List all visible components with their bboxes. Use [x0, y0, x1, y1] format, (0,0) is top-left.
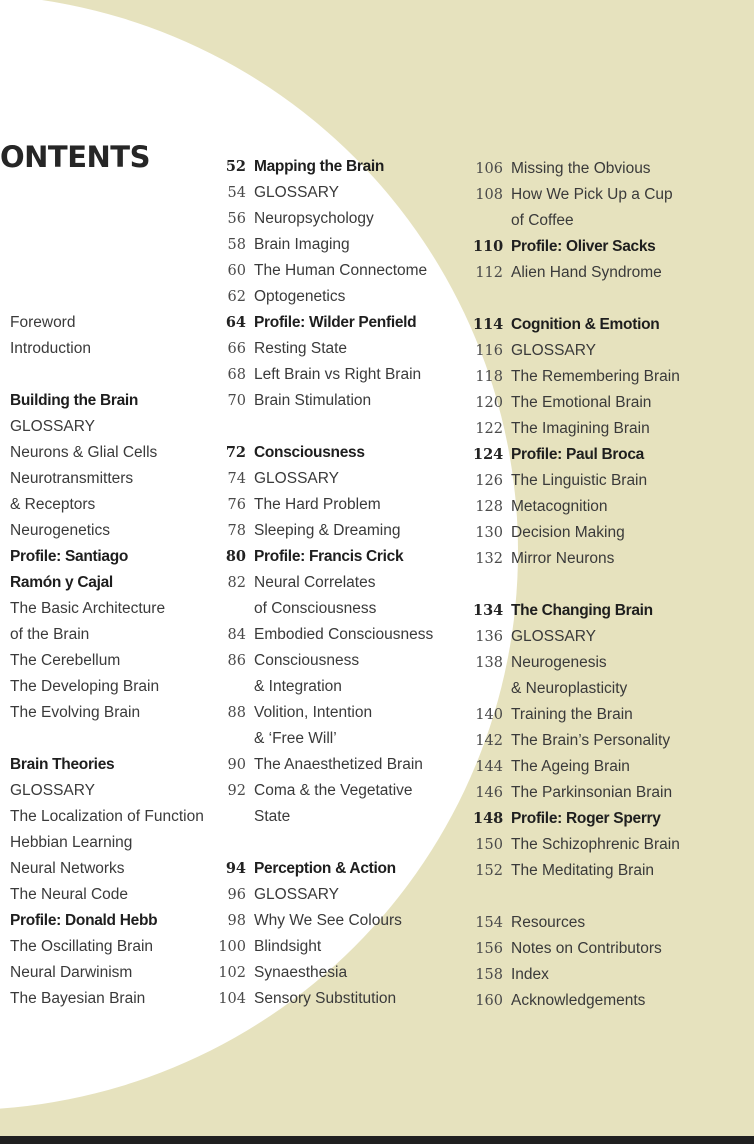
entry-title: The Imagining Brain	[511, 420, 650, 437]
entry-title: Cognition & Emotion	[511, 316, 660, 333]
entry-title: The Anaesthetized Brain	[254, 756, 423, 773]
entry-title: Sleeping & Dreaming	[254, 522, 401, 539]
entry-title: & Receptors	[10, 496, 96, 513]
entry-title: Acknowledgements	[511, 992, 646, 1009]
page-number: 102	[218, 965, 246, 981]
entry-title: Optogenetics	[254, 288, 346, 305]
entry-title: Left Brain vs Right Brain	[254, 366, 422, 383]
page-number: 112	[475, 265, 503, 281]
page-number: 66	[227, 341, 246, 357]
entry-title: Missing the Obvious	[511, 160, 651, 177]
entry-title: The Evolving Brain	[10, 704, 141, 721]
entry-title: Brain Imaging	[254, 236, 350, 253]
entry-title: & Neuroplasticity	[511, 680, 628, 697]
page-number: 84	[227, 627, 246, 643]
entry-title: Profile: Francis Crick	[254, 548, 404, 565]
entry-title: Profile: Paul Broca	[511, 446, 644, 463]
entry-title: Volition, Intention	[254, 704, 373, 721]
entry-title: Mapping the Brain	[254, 158, 385, 175]
page-number: 98	[227, 913, 246, 929]
page-number: 82	[227, 575, 246, 591]
page-number: 160	[475, 993, 503, 1009]
entry-title: Index	[511, 966, 549, 983]
page-number: 116	[475, 343, 503, 359]
entry-title: & Integration	[254, 678, 342, 695]
entry-title: Synaesthesia	[254, 964, 348, 981]
page-number: 60	[227, 263, 246, 279]
page-number: 154	[475, 915, 503, 931]
entry-title: Mirror Neurons	[511, 550, 615, 567]
entry-title: Ramón y Cajal	[10, 574, 113, 591]
entry-title: & ‘Free Will’	[254, 730, 337, 747]
page-number: 72	[225, 444, 246, 461]
page-number: 114	[473, 316, 504, 333]
entry-title: GLOSSARY	[10, 418, 96, 435]
entry-title: The Emotional Brain	[511, 394, 652, 411]
page-number: 108	[475, 187, 503, 203]
page-number: 144	[475, 759, 503, 775]
entry-title: Perception & Action	[254, 860, 396, 877]
entry-title: Profile: Roger Sperry	[511, 810, 661, 827]
entry-title: Neural Correlates	[254, 574, 376, 591]
entry-title: Neural Networks	[10, 860, 125, 877]
entry-title: How We Pick Up a Cup	[511, 186, 673, 203]
entry-title: Neuropsychology	[254, 210, 374, 227]
entry-title: The Developing Brain	[10, 678, 160, 695]
entry-title: The Brain’s Personality	[511, 732, 671, 749]
page-number: 124	[473, 446, 504, 463]
entry-title: Profile: Wilder Penfield	[254, 314, 417, 331]
entry-title: Brain Stimulation	[254, 392, 372, 409]
page-number: 104	[218, 991, 246, 1007]
page-number: 68	[227, 367, 246, 383]
page-number: 132	[475, 551, 503, 567]
entry-title: Decision Making	[511, 524, 625, 541]
entry-title: The Hard Problem	[254, 496, 381, 513]
entry-title: Blindsight	[254, 938, 322, 955]
entry-title: The Neural Code	[10, 886, 129, 903]
entry-title: Consciousness	[254, 444, 365, 461]
page-number: 54	[227, 185, 246, 201]
page-number: 122	[475, 421, 503, 437]
entry-title: State	[254, 808, 291, 825]
page-number: 92	[227, 783, 246, 799]
page-number: 56	[227, 211, 246, 227]
entry-title: The Localization of Function	[10, 808, 204, 825]
entry-title: Profile: Oliver Sacks	[511, 238, 656, 255]
page-number: 126	[475, 473, 503, 489]
entry-title: The Human Connectome	[254, 262, 428, 279]
page-number: 52	[225, 158, 246, 175]
entry-title: GLOSSARY	[254, 184, 340, 201]
page-number: 74	[227, 471, 246, 487]
page-number: 90	[227, 757, 246, 773]
page-number: 62	[227, 289, 246, 305]
entry-title: Resources	[511, 914, 586, 931]
page-number: 130	[475, 525, 503, 541]
entry-title: Why We See Colours	[254, 912, 402, 929]
page-number: 78	[227, 523, 246, 539]
page-number: 58	[227, 237, 246, 253]
page-number: 158	[475, 967, 503, 983]
entry-title: Brain Theories	[10, 756, 115, 773]
entry-title: Consciousness	[254, 652, 360, 669]
entry-title: The Basic Architecture	[10, 600, 166, 617]
entry-title: Neurons & Glial Cells	[10, 444, 158, 461]
entry-title: Embodied Consciousness	[254, 626, 434, 643]
entry-title: Profile: Donald Hebb	[10, 912, 158, 929]
page-number: 148	[473, 810, 504, 827]
page-title: ONTENTS	[0, 140, 150, 174]
page-number: 88	[227, 705, 246, 721]
entry-title: Profile: Santiago	[10, 548, 129, 565]
entry-title: GLOSSARY	[254, 886, 340, 903]
entry-title: Hebbian Learning	[10, 834, 133, 851]
page-number: 118	[475, 369, 503, 385]
entry-title: The Linguistic Brain	[511, 472, 648, 489]
entry-title: Neurogenetics	[10, 522, 110, 539]
page-number: 100	[218, 939, 246, 955]
page-number: 86	[227, 653, 246, 669]
entry-title: Training the Brain	[511, 706, 633, 723]
entry-title: Sensory Substitution	[254, 990, 397, 1007]
entry-title: Foreword	[10, 314, 76, 331]
entry-title: of Coffee	[511, 212, 574, 229]
entry-title: Introduction	[10, 340, 91, 357]
entry-title: Alien Hand Syndrome	[511, 264, 662, 281]
page-number: 128	[475, 499, 503, 515]
page-number: 146	[475, 785, 503, 801]
entry-title: The Cerebellum	[10, 652, 121, 669]
page-number: 138	[475, 655, 503, 671]
page-number: 150	[475, 837, 503, 853]
entry-title: The Changing Brain	[511, 602, 653, 619]
page-number: 76	[227, 497, 246, 513]
entry-title: The Remembering Brain	[511, 368, 680, 385]
entry-title: of Consciousness	[254, 600, 377, 617]
page-number: 120	[475, 395, 503, 411]
entry-title: Notes on Contributors	[511, 940, 662, 957]
entry-title: GLOSSARY	[254, 470, 340, 487]
page-number: 64	[225, 314, 246, 331]
page-number: 70	[227, 393, 246, 409]
entry-title: Coma & the Vegetative	[254, 782, 413, 799]
entry-title: The Oscillating Brain	[10, 938, 154, 955]
page-number: 140	[475, 707, 503, 723]
entry-title: Resting State	[254, 340, 348, 357]
entry-title: Neural Darwinism	[10, 964, 133, 981]
entry-title: Building the Brain	[10, 392, 139, 409]
page-number: 80	[225, 548, 246, 565]
page-number: 142	[475, 733, 503, 749]
entry-title: GLOSSARY	[511, 342, 597, 359]
page-number: 110	[473, 238, 504, 255]
entry-title: The Bayesian Brain	[10, 990, 146, 1007]
page-number: 106	[475, 161, 503, 177]
page-number: 152	[475, 863, 503, 879]
entry-title: Neurogenesis	[511, 654, 607, 671]
page-number: 136	[475, 629, 503, 645]
entry-title: GLOSSARY	[10, 782, 96, 799]
page-bottom-edge	[0, 1136, 754, 1144]
page-number: 94	[225, 860, 246, 877]
entry-title: GLOSSARY	[511, 628, 597, 645]
page-number: 134	[473, 602, 504, 619]
entry-title: The Parkinsonian Brain	[511, 784, 673, 801]
entry-title: Metacognition	[511, 498, 608, 515]
page-number: 96	[227, 887, 246, 903]
entry-title: of the Brain	[10, 626, 90, 643]
entry-title: The Meditating Brain	[511, 862, 655, 879]
page-number: 156	[475, 941, 503, 957]
entry-title: The Schizophrenic Brain	[511, 836, 680, 853]
entry-title: Neurotransmitters	[10, 470, 134, 487]
entry-title: The Ageing Brain	[511, 758, 630, 775]
